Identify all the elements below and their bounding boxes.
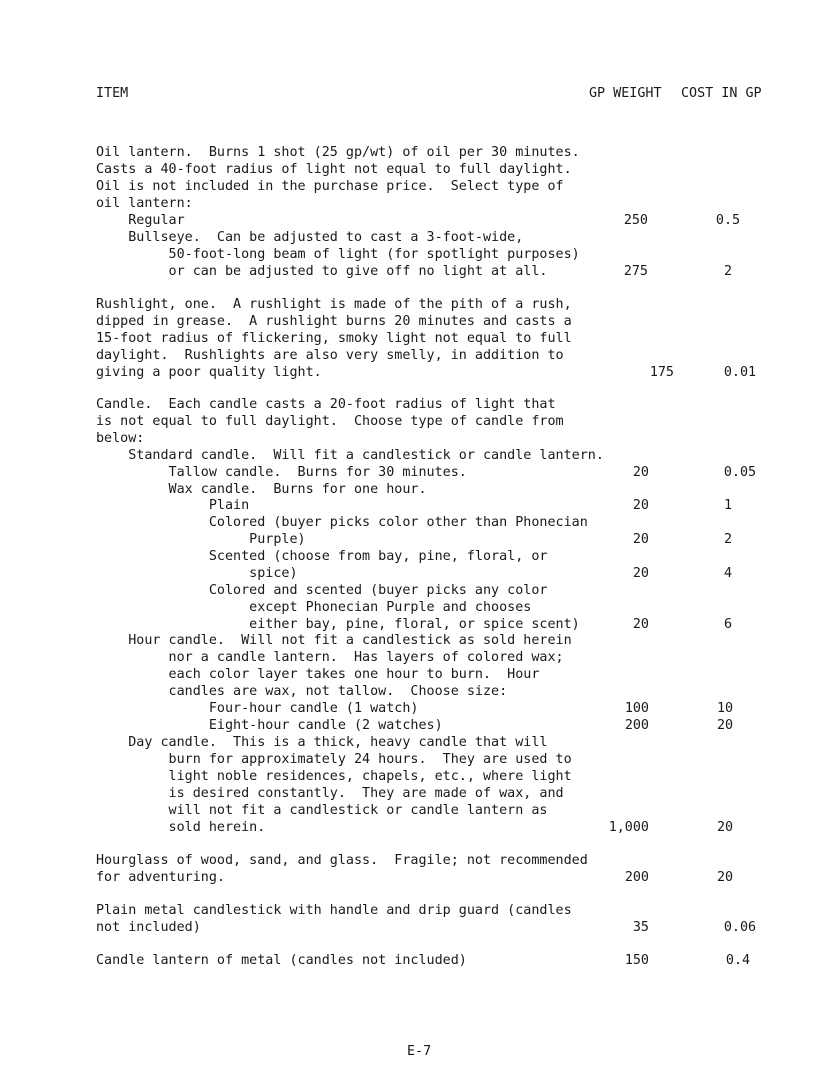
item-text-line: Candle. Each candle casts a 20-foot radius of light that: [96, 397, 556, 412]
item-text-line: Colored (buyer picks color other than Phonecian: [96, 515, 588, 530]
item-text-line: Plain: [96, 498, 250, 513]
column-header-weight: GP WEIGHT: [589, 86, 662, 101]
item-text-line: Oil lantern. Burns 1 shot (25 gp/wt) of oil per 30 minutes.: [96, 145, 580, 160]
item-text-line: Rushlight, one. A rushlight is made of the pith of a rush,: [96, 297, 572, 312]
item-weight: 150: [624, 953, 649, 968]
item-cost: 20: [716, 820, 734, 835]
item-text-line: Scented (choose from bay, pine, floral, or: [96, 549, 548, 564]
item-cost: 0.4: [725, 953, 751, 968]
item-weight: 200: [624, 718, 649, 733]
item-text-line: is not equal to full daylight. Choose type of candle from: [96, 414, 564, 429]
item-weight: 35: [632, 920, 649, 935]
item-text-line: giving a poor quality light.: [96, 365, 322, 380]
item-text-line: burn for approximately 24 hours. They are used to: [96, 752, 572, 767]
item-cost: 2: [723, 532, 733, 547]
item-weight: 250: [623, 213, 648, 228]
item-text-line: dipped in grease. A rushlight burns 20 minutes and casts a: [96, 314, 572, 329]
item-cost: 0.05: [723, 465, 757, 480]
item-text-line: Colored and scented (buyer picks any color: [96, 583, 548, 598]
item-text-line: 50-foot-long beam of light (for spotlight purposes): [96, 247, 580, 262]
item-text-line: Standard candle. Will fit a candlestick or candle lantern.: [96, 448, 604, 463]
column-header-cost: COST IN GP: [681, 86, 762, 101]
item-text-line: Regular: [96, 213, 185, 228]
item-text-line: Tallow candle. Burns for 30 minutes.: [96, 465, 467, 480]
item-text-line: oil lantern:: [96, 196, 193, 211]
item-text-line: is desired constantly. They are made of wax, and: [96, 786, 564, 801]
item-text-line: Purple): [96, 532, 306, 547]
item-weight: 1,000: [608, 820, 649, 835]
item-text-line: either bay, pine, floral, or spice scent): [96, 617, 580, 632]
item-cost: 20: [716, 870, 734, 885]
item-text-line: 15-foot radius of flickering, smoky light not equal to full: [96, 331, 572, 346]
item-weight: 175: [649, 365, 674, 380]
item-text-line: Candle lantern of metal (candles not included): [96, 953, 467, 968]
item-text-line: for adventuring.: [96, 870, 225, 885]
item-cost: 0.5: [715, 213, 741, 228]
item-cost: 0.01: [723, 365, 757, 380]
item-cost: 0.06: [723, 920, 757, 935]
item-text-line: Bullseye. Can be adjusted to cast a 3-foot-wide,: [96, 230, 524, 245]
item-cost: 6: [723, 617, 733, 632]
item-cost: 2: [723, 264, 733, 279]
item-text-line: not included): [96, 920, 201, 935]
item-weight: 275: [623, 264, 648, 279]
item-cost: 10: [716, 701, 734, 716]
item-weight: 200: [624, 870, 649, 885]
item-text-line: Hour candle. Will not fit a candlestick as sold herein: [96, 633, 572, 648]
item-weight: 20: [632, 566, 649, 581]
item-text-line: nor a candle lantern. Has layers of colored wax;: [96, 650, 564, 665]
item-weight: 20: [632, 498, 649, 513]
item-text-line: Hourglass of wood, sand, and glass. Fragile; not recommended: [96, 853, 588, 868]
item-weight: 20: [632, 532, 649, 547]
item-text-line: except Phonecian Purple and chooses: [96, 600, 532, 615]
item-text-line: below:: [96, 431, 145, 446]
item-text-line: Four-hour candle (1 watch): [96, 701, 419, 716]
item-text-line: Plain metal candlestick with handle and drip guard (candles: [96, 903, 572, 918]
item-text-line: each color layer takes one hour to burn. Hour: [96, 667, 540, 682]
item-text-line: spice): [96, 566, 298, 581]
item-cost: 1: [723, 498, 733, 513]
item-text-line: Oil is not included in the purchase price. Select type of: [96, 179, 564, 194]
page-number: E-7: [407, 1044, 432, 1059]
item-text-line: or can be adjusted to give off no light at all.: [96, 264, 548, 279]
item-text-line: Casts a 40-foot radius of light not equal to full daylight.: [96, 162, 572, 177]
item-text-line: Day candle. This is a thick, heavy candle that will: [96, 735, 548, 750]
item-text-line: Eight-hour candle (2 watches): [96, 718, 443, 733]
column-header-item: ITEM: [96, 86, 129, 101]
item-text-line: will not fit a candlestick or candle lantern as: [96, 803, 548, 818]
item-weight: 20: [632, 465, 649, 480]
item-text-line: Wax candle. Burns for one hour.: [96, 482, 427, 497]
item-text-line: light noble residences, chapels, etc., where light: [96, 769, 572, 784]
item-weight: 100: [624, 701, 649, 716]
item-cost: 4: [723, 566, 733, 581]
item-text-line: candles are wax, not tallow. Choose size:: [96, 684, 508, 699]
item-cost: 20: [716, 718, 734, 733]
item-text-line: daylight. Rushlights are also very smelly, in addition to: [96, 348, 564, 363]
item-text-line: sold herein.: [96, 820, 266, 835]
item-weight: 20: [632, 617, 649, 632]
